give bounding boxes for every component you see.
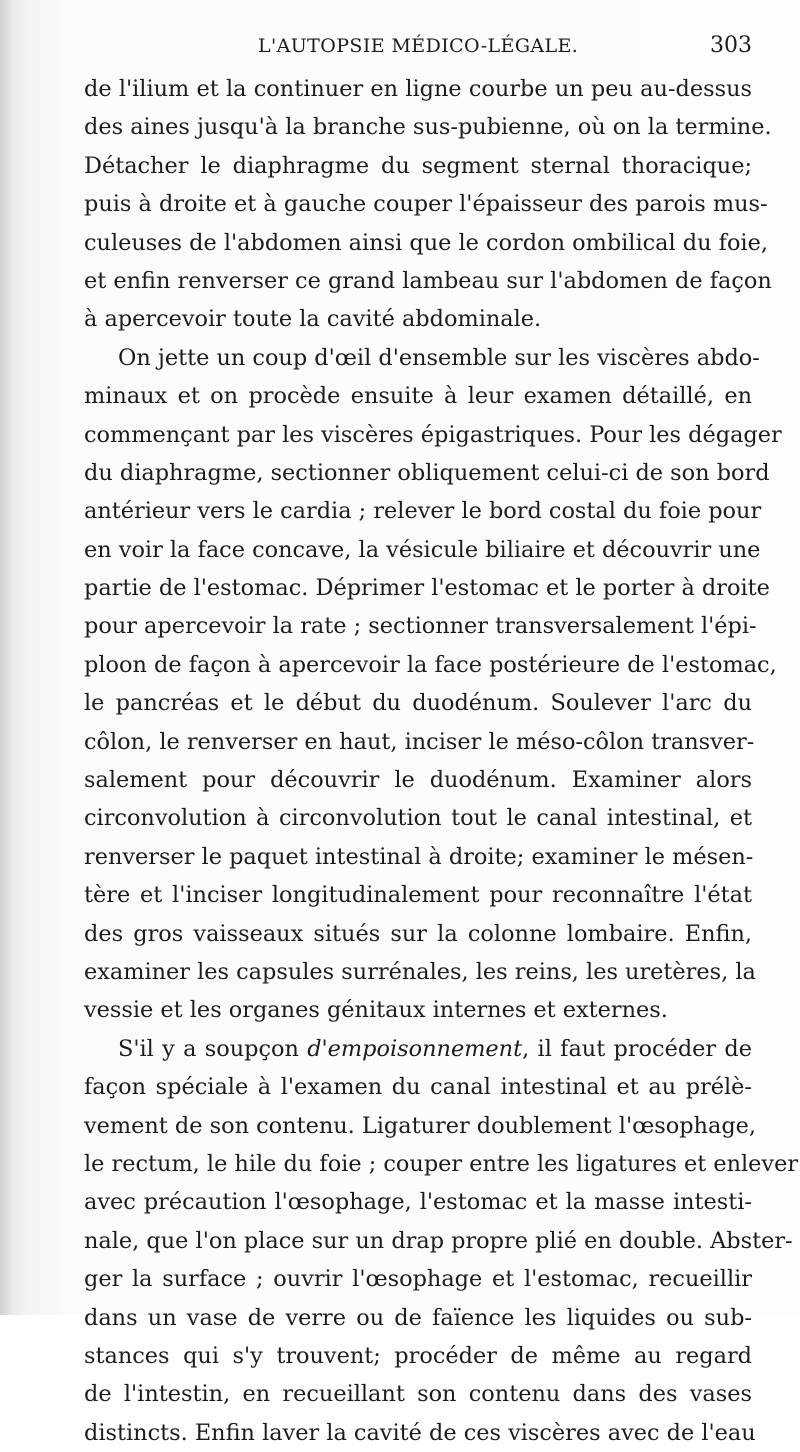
text-line: culeuses de l'abdomen ainsi que le cordon ombilical du foie, bbox=[84, 229, 768, 256]
text-line: et enfin renverser ce grand lambeau sur l'abdomen de façon bbox=[84, 267, 772, 294]
paragraph-first-line: On jette un coup d'œil d'ensemble sur les viscères abdo- bbox=[118, 344, 760, 371]
text-line: circonvolution à circonvolution tout le canal intestinal, et bbox=[84, 805, 752, 832]
page-header bbox=[86, 30, 752, 62]
italic-term: d'empoisonnement bbox=[307, 1035, 523, 1062]
text-line: le pancréas et le début du duodénum. Soulever l'arc du bbox=[84, 690, 752, 717]
text-line: commençant par les viscères épigastriques. Pour les dégager bbox=[84, 421, 782, 448]
text-line: examiner les capsules surrénales, les reins, les uretères, la bbox=[84, 958, 756, 985]
text-line: des aines jusqu'à la branche sus-pubienne, où on la termine. bbox=[84, 114, 772, 141]
text-line: façon spéciale à l'examen du canal intestinal et au prélè- bbox=[84, 1074, 752, 1101]
text-line: le rectum, le hile du foie ; couper entre les ligatures et enlever bbox=[84, 1150, 799, 1177]
text-line: en voir la face concave, la vésicule biliaire et découvrir une bbox=[84, 536, 761, 563]
text-line: nale, que l'on place sur un drap propre plié en double. Abster- bbox=[84, 1227, 793, 1254]
text-line: minaux et on procède ensuite à leur examen détaillé, en bbox=[84, 383, 752, 410]
text-line: de l'intestin, en recueillant son contenu dans des vases bbox=[84, 1381, 752, 1408]
text-line: antérieur vers le cardia ; relever le bord costal du foie pour bbox=[84, 498, 762, 525]
text-line: du diaphragme, sectionner obliquement celui-ci de son bord bbox=[84, 459, 770, 486]
text-line: puis à droite et à gauche couper l'épaisseur des parois mus- bbox=[84, 191, 768, 218]
text-line: salement pour découvrir le duodénum. Examiner alors bbox=[84, 767, 752, 794]
page-number: 303 bbox=[710, 33, 752, 58]
paragraph-first-line bbox=[84, 1030, 752, 1068]
text-line: stances qui s'y trouvent; procéder de même au regard bbox=[84, 1342, 752, 1369]
text-line: de l'ilium et la continuer en ligne courbe un peu au-dessus bbox=[84, 76, 752, 102]
text-line: renverser le paquet intestinal à droite; examiner le mésen- bbox=[84, 843, 754, 870]
text-line: partie de l'estomac. Déprimer l'estomac et le porter à droite bbox=[84, 575, 770, 602]
text-line: avec précaution l'œsophage, l'estomac et la masse intesti- bbox=[84, 1189, 752, 1216]
text-line: des gros vaisseaux situés sur la colonne lombaire. Enfin, bbox=[84, 920, 752, 947]
text-line: ger la surface ; ouvrir l'œsophage et l'estomac, recueillir bbox=[84, 1266, 752, 1293]
page-edge-shadow bbox=[0, 0, 14, 1315]
text-line: ploon de façon à apercevoir la face postérieure de l'estomac, bbox=[84, 651, 777, 678]
text-line: vessie et les organes génitaux internes et externes. bbox=[84, 997, 668, 1024]
body-text bbox=[84, 70, 799, 1452]
text-line: tère et l'inciser longitudinalement pour reconnaître l'état bbox=[84, 882, 752, 909]
text-line: dans un vase de verre ou de faïence les liquides ou sub- bbox=[84, 1304, 752, 1331]
running-title: L'AUTOPSIE MÉDICO-LÉGALE. bbox=[258, 35, 579, 57]
text-line: côlon, le renverser en haut, inciser le méso-côlon transver- bbox=[84, 728, 755, 755]
text-line: Détacher le diaphragme du segment sternal thoracique; bbox=[84, 152, 752, 179]
text-line: à apercevoir toute la cavité abdominale. bbox=[84, 306, 542, 333]
text-line: vement de son contenu. Ligaturer doublement l'œsophage, bbox=[84, 1112, 757, 1139]
text-line: distincts. Enfin laver la cavité de ces viscères avec de l'eau bbox=[84, 1419, 756, 1446]
text-line: pour apercevoir la rate ; sectionner transversalement l'épi- bbox=[84, 613, 757, 640]
text-run: , il faut procéder de bbox=[522, 1035, 752, 1062]
text-run: S'il y a soupçon bbox=[118, 1035, 308, 1062]
